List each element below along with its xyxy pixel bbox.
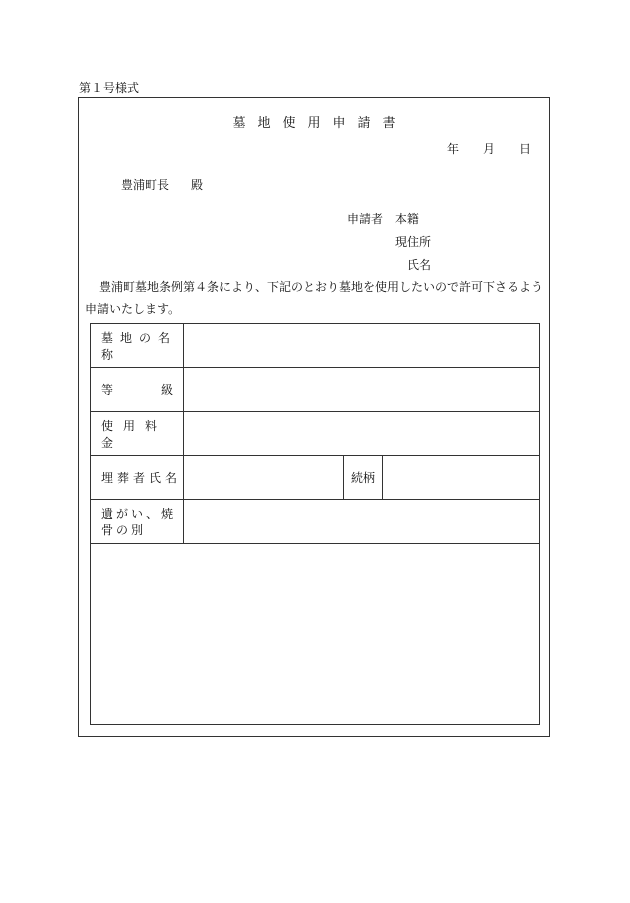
applicant-domicile-line [347,210,419,227]
form-number: 第１号様式 [79,81,140,95]
usage-fee-field[interactable] [184,412,541,455]
applicant-name-label: 氏名 [407,258,432,272]
applicant-prefix: 申請者 [347,212,384,226]
form-title: 墓地使用申請書 [232,116,408,131]
application-statement: 豊浦町墓地条例第４条により、下記のとおり墓地を使用したいので許可下さるよう申請いたします。 [85,280,544,316]
grade-label-part2: 級 [160,383,173,397]
usage-fee-label: 使用料金 [101,418,168,450]
remains-type-label-line1: 遺がい、焼 [101,506,177,521]
buried-name-label: 埋葬者氏名 [101,471,182,485]
row-cemetery-name [91,324,539,368]
row-remains-type [91,500,539,544]
application-details-table [90,323,540,725]
cell-buried-name-label [91,456,184,499]
cemetery-name-label: 墓地の名称 [101,330,178,362]
date-year-label: 年 [446,142,459,156]
cell-cemetery-name-label [91,324,184,367]
grade-label [101,381,173,398]
relation-field[interactable] [383,456,541,499]
cemetery-name-field[interactable] [184,324,541,367]
remains-type-field[interactable] [184,500,541,543]
applicant-address-label: 現住所 [395,235,432,249]
applicant-domicile-label: 本籍 [394,212,419,226]
date-month-label: 月 [482,142,495,156]
addressee [121,176,203,193]
remains-type-label [101,506,176,538]
grade-label-part1: 等 [101,383,114,397]
date-line [447,140,531,157]
application-form-frame [78,97,550,737]
row-buried-person [91,456,539,500]
relation-label: 続柄 [343,456,383,499]
addressee-name: 豊浦町長 [121,178,170,192]
row-grade [91,368,539,412]
date-day-label: 日 [518,142,531,156]
grade-field[interactable] [184,368,541,411]
remains-type-label-line2: 骨の別 [101,522,147,537]
cell-grade-label [91,368,184,411]
row-usage-fee [91,412,539,456]
notes-area[interactable] [91,544,539,724]
cell-remains-type-label [91,500,184,543]
buried-name-field[interactable] [184,456,343,499]
cell-usage-fee-label [91,412,184,455]
addressee-honorific: 殿 [191,178,204,192]
